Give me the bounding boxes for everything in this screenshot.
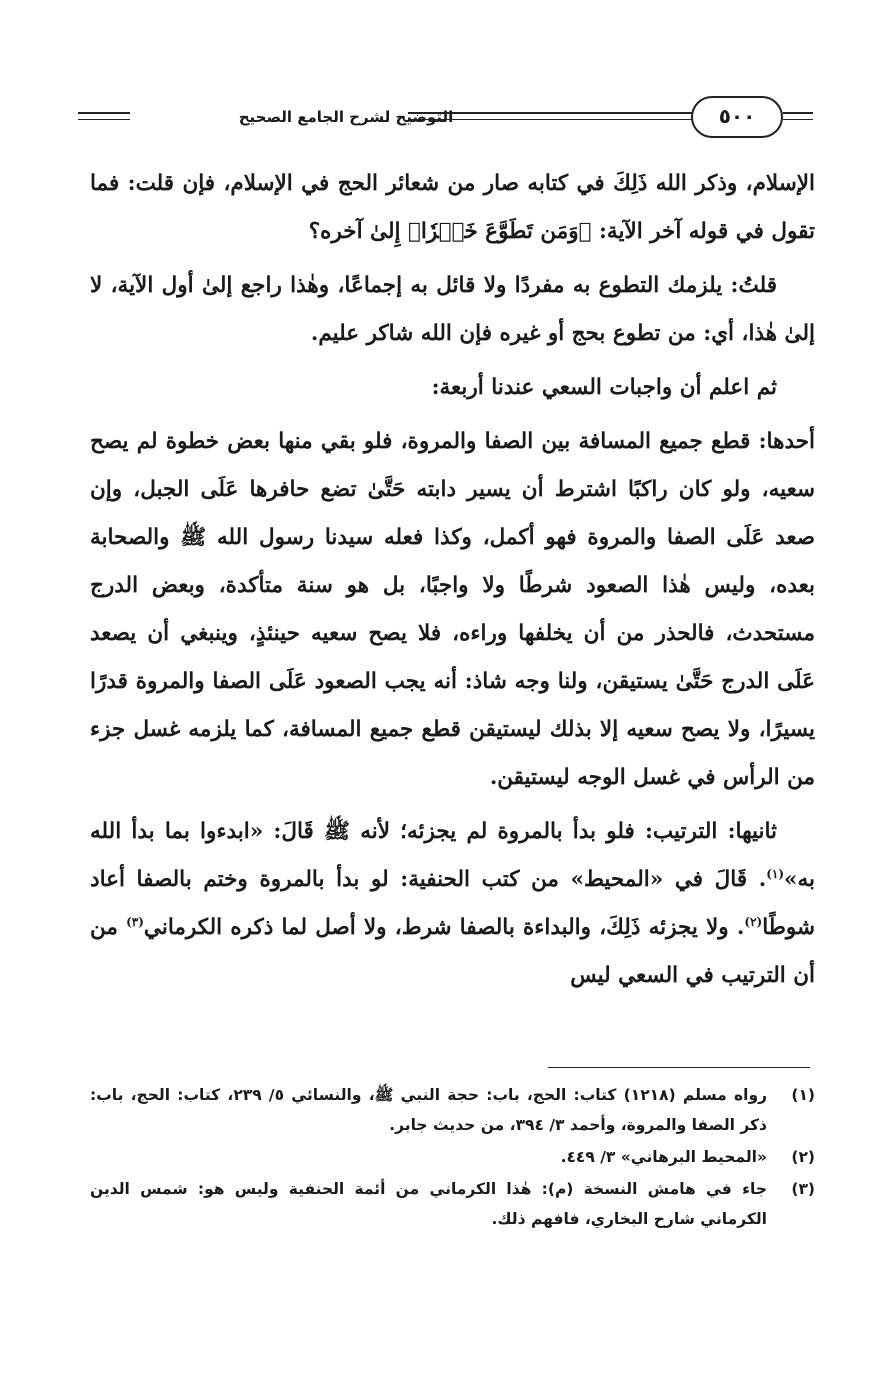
page-number: ٥٠٠ bbox=[691, 96, 783, 138]
paragraph-3: ثم اعلم أن واجبات السعي عندنا أربعة: bbox=[431, 375, 777, 400]
paragraph-5-part-2: . قَالَ في «المحيط» من كتب الحنفية: لو بدأ بالمروة وختم بالصفا أعاد شوطًا bbox=[90, 867, 815, 940]
footnote-1-number: (١) bbox=[791, 1086, 815, 1104]
running-title: التوضيح لشرح الجامع الصحيح bbox=[238, 108, 454, 126]
footnote-separator bbox=[548, 1067, 810, 1068]
footnote-3 bbox=[90, 1174, 815, 1234]
header-rule-middle bbox=[408, 112, 693, 114]
footnote-2 bbox=[90, 1142, 815, 1172]
paragraph-5-part-3: . ولا يجزئه ذَلِكَ، والبداءة بالصفا شرط، ولا أصل لما ذكره الكرماني bbox=[143, 915, 745, 940]
paragraph-5-part-4: من أن الترتيب في السعي ليس bbox=[90, 915, 815, 988]
footnotes bbox=[90, 1080, 815, 1236]
main-text bbox=[90, 160, 815, 1006]
paragraph-5-part-1: ثانيها: الترتيب: فلو بدأ بالمروة لم يجزئه؛ لأنه ﷺ قَالَ: «ابدءوا بما بدأ الله به» bbox=[90, 819, 815, 892]
footnote-1 bbox=[90, 1080, 815, 1140]
header-rule-left-thin bbox=[78, 119, 130, 120]
footnote-ref-1: (١) bbox=[766, 866, 785, 881]
footnote-3-number: (٣) bbox=[791, 1180, 815, 1198]
footnote-2-text: «المحيط البرهاني» ٣/ ٤٤٩. bbox=[560, 1148, 767, 1166]
paragraph-5 bbox=[90, 808, 815, 1000]
footnote-3-text: جاء في هامش النسخة (م): هٰذا الكرماني من أئمة الحنفية وليس هو: شمس الدين الكرماني شارح البخاري، فافهم ذلك. bbox=[90, 1180, 767, 1228]
paragraph-2: قلتُ: يلزمك التطوع به مفردًا ولا قائل به إجماعًا، وهٰذا راجع إلىٰ أول الآية، لا إلىٰ هٰذا، أي: من تطوع بحج أو غيره فإن الله شاكر عليم. bbox=[90, 273, 815, 346]
header-rule-right-thin bbox=[783, 119, 813, 120]
running-header bbox=[78, 96, 813, 146]
paragraph-1: الإسلام، وذكر الله ذَلِكَ في كتابه صار من شعائر الحج في الإسلام، فإن قلت: فما تقول في قوله آخر الآية: ﴿وَمَن تَطَوَّعَ خَيۡرٗا﴾ إِلىٰ آخره؟ bbox=[90, 171, 815, 244]
footnote-1-text: رواه مسلم (١٢١٨) كتاب: الحج، باب: حجة النبي ﷺ، والنسائي ٥/ ٢٣٩، كتاب: الحج، باب: ذكر الصفا والمروة، وأحمد ٣/ ٣٩٤، من حديث جابر. bbox=[90, 1086, 768, 1134]
header-rule-left bbox=[78, 112, 130, 114]
header-rule-right bbox=[783, 112, 813, 114]
header-rule-middle-thin bbox=[408, 119, 693, 120]
paragraph-4: أحدها: قطع جميع المسافة بين الصفا والمروة، فلو بقي منها بعض خطوة لم يصح سعيه، ولو كان راكبًا اشترط أن يسير دابته حَتَّىٰ تضع حافرها عَلَى الجبل، وإن صعد عَلَى الصفا والمروة فهو أكمل، وكذا فعله سيدنا رسول الله ﷺ والصحابة بعده، وليس هٰذا الصعود شرطًا ولا واجبًا، بل هو سنة متأكدة، وبعض الدرج مستحدث، فالحذر من أن يخلفها وراءه، فلا يصح سعيه حينئذٍ، وينبغي أن يصعد عَلَى الدرج حَتَّىٰ يستيقن، ولنا وجه شاذ: أنه يجب الصعود عَلَى الصفا والمروة قدرًا يسيرًا، ولا يصح سعيه إلا بذلك ليستيقن قطع جميع المسافة، كما يلزمه غسل جزء من الرأس في غسل الوجه ليستيقن. bbox=[90, 429, 815, 790]
footnote-ref-2: (٢) bbox=[744, 914, 763, 929]
footnote-ref-3: (٣) bbox=[126, 914, 144, 929]
footnote-2-number: (٢) bbox=[791, 1148, 815, 1166]
